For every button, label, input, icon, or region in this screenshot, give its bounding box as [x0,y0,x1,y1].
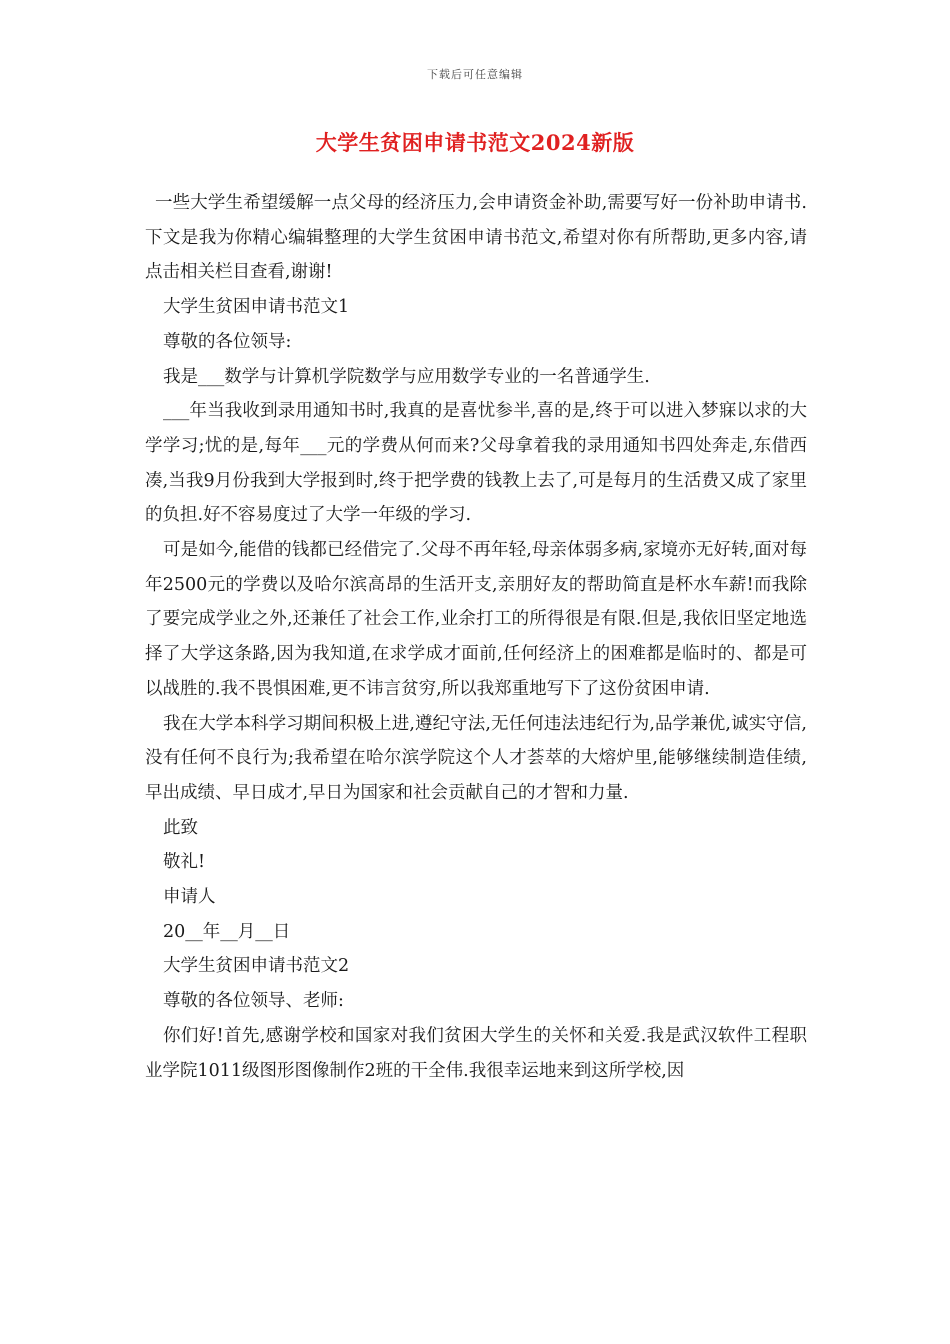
body-paragraph: 我在大学本科学习期间积极上进,遵纪守法,无任何违法违纪行为,品学兼优,诚实守信,没有任何不良行为;我希望在哈尔滨学院这个人才荟萃的大熔炉里,能够继续制造佳绩,早出成绩、早日成才,早日为国家和社会贡献自己的才智和力量. [145,713,807,803]
body-paragraph: 你们好!首先,感谢学校和国家对我们贫困大学生的关怀和关爱.我是武汉软件工程职业学院1011级图形图像制作2班的干全伟.我很幸运地来到这所学校,因 [145,1025,807,1081]
salutation: 尊敬的各位领导、老师: [163,991,344,1012]
document-body [145,186,807,1088]
document-title: 大学生贫困申请书范文2024新版 [315,130,635,155]
applicant-label: 申请人 [163,887,216,908]
salutation: 尊敬的各位领导: [163,331,292,352]
section-heading-1: 大学生贫困申请书范文1 [163,297,350,318]
closing-line: 此致 [163,817,198,838]
page-header-note: 下载后可任意编辑 [427,68,523,81]
intro-paragraph: 一些大学生希望缓解一点父母的经济压力,会申请资金补助,需要写好一份补助申请书.下文是我为你精心编辑整理的大学生贫困申请书范文,希望对你有所帮助,更多内容,请点击相关栏目查看,谢谢! [145,193,807,283]
body-paragraph: 我是___数学与计算机学院数学与应用数学专业的一名普通学生. [163,366,650,387]
body-paragraph: 可是如今,能借的钱都已经借完了.父母不再年轻,母亲体弱多病,家境亦无好转,面对每年2500元的学费以及哈尔滨高昂的生活开支,亲朋好友的帮助简直是杯水车薪!而我除了要完成学业之外,还兼任了社会工作,业余打工的所得很是有限.但是,我依旧坚定地选择了大学这条路,因为我知道,在求学成才面前,任何经济上的困难都是临时的、都是可以战胜的.我不畏惧困难,更不讳言贫穷,所以我郑重地写下了这份贫困申请. [145,540,807,699]
body-paragraph: ___年当我收到录用通知书时,我真的是喜忧参半,喜的是,终于可以进入梦寐以求的大学学习;忧的是,每年___元的学费从何而来?父母拿着我的录用通知书四处奔走,东借西凑,当我9月份我到大学报到时,终于把学费的钱教上去了,可是每月的生活费又成了家里的负担.好不容易度过了大学一年级的学习. [145,401,807,526]
date-line: 20__年__月__日 [163,921,291,942]
section-heading-2: 大学生贫困申请书范文2 [163,956,350,977]
closing-regards: 敬礼! [163,852,206,873]
